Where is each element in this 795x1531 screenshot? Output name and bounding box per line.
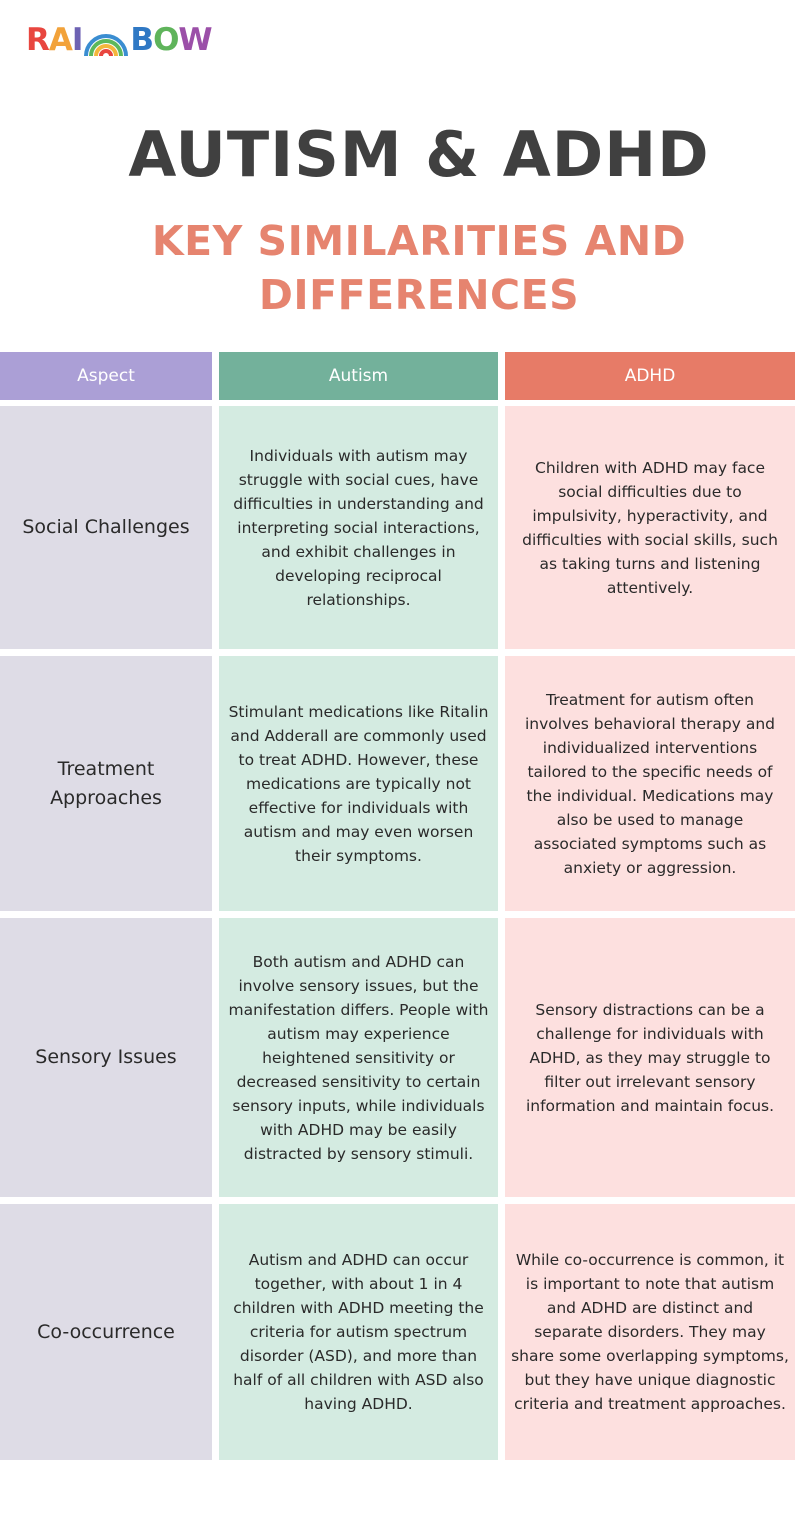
logo-letter-r: R [26,22,49,58]
row-cooccurrence-autism [219,1204,498,1460]
logo-letter-a: A [48,22,72,58]
logo-letter-w: W [178,22,212,58]
row-cooccurrence-adhd [505,1204,795,1460]
row-cooccurrence-aspect [0,1204,212,1460]
row-social-aspect [0,406,212,649]
row-treatment-adhd [505,656,795,911]
autism-description: Both autism and ADHD can involve sensory issues, but the manifestation differs. People with autism may experience heightened sensitivity or decreased sensitivity to certain sensory inputs, while individuals with ADHD may be easily distracted by sensory stimuli. [228,952,489,1163]
adhd-description: Children with ADHD may face social difficulties due to impulsivity, hyperactivity, and difficulties with social skills, such as taking turns and listening attentively. [522,458,778,597]
aspect-label: Co-occurrence [37,1320,175,1343]
rainbow-arc-icon [83,26,129,56]
subtitle-line-2: DIFFERENCES [258,271,580,319]
row-social-autism [219,406,498,649]
logo-letter-b: B [130,22,154,58]
header-aspect: Aspect [0,352,212,400]
autism-description: Individuals with autism may struggle with social cues, have difficulties in understanding and interpreting social interactions, and exhibit challenges in developing reciprocal relationships. [233,446,484,609]
aspect-label: Treatment Approaches [50,757,162,809]
header-adhd: ADHD [505,352,795,400]
aspect-label: Social Challenges [22,516,190,538]
autism-description: Autism and ADHD can occur together, with about 1 in 4 children with ADHD meeting the criteria for autism spectrum disorder (ASD), and more than half of all children with ASD also having ADHD. [233,1251,484,1413]
aspect-label: Sensory Issues [35,1046,177,1068]
row-sensory-aspect [0,918,212,1197]
adhd-description: Sensory distractions can be a challenge for individuals with ADHD, as they may struggle to filter out irrelevant sensory information and maintain focus. [525,1000,775,1115]
page-subtitle [0,214,795,322]
adhd-description: Treatment for autism often involves behavioral therapy and individualized interventions tailored to the specific needs of the individual. Medications may also be used to manage associated symptoms such as anxiety or aggression. [525,690,775,877]
row-sensory-adhd [505,918,795,1197]
adhd-description: While co-occurrence is common, it is important to note that autism and ADHD are distinct and separate disorders. They may share some overlapping symptoms, but they have unique diagnostic criteria and treatment approaches. [511,1251,789,1413]
subtitle-line-1: KEY SIMILARITIES AND [151,217,687,265]
logo-letter-i: I [71,22,83,58]
page-title: AUTISM & ADHD [128,118,710,191]
row-treatment-autism [219,656,498,911]
row-social-adhd [505,406,795,649]
row-treatment-aspect [0,656,212,911]
row-sensory-autism [219,918,498,1197]
header-autism: Autism [219,352,498,400]
logo-letter-o: O [153,22,179,58]
rainbow-logo [26,22,212,56]
autism-description: Stimulant medications like Ritalin and Adderall are commonly used to treat ADHD. However, these medications are typically not effective for individuals with autism and may even worsen their symptoms. [228,702,489,865]
